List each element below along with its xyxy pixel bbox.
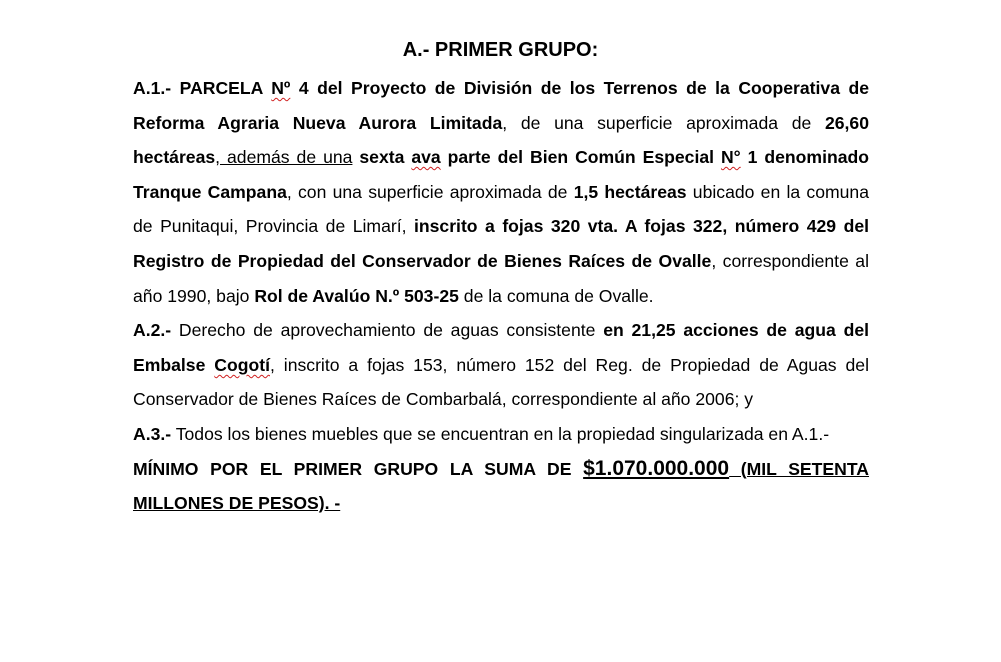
a1-bien-comun: parte del Bien Común Especial xyxy=(440,147,721,168)
paragraph-a1 xyxy=(133,71,869,313)
paragraph-a3 xyxy=(133,417,869,452)
a1-hectares: 26,60 hectáreas xyxy=(133,112,869,168)
a3-text: Todos los bienes muebles que se encuentran en la propiedad singularizada en A.1.- xyxy=(171,423,830,444)
a1-tranque: 1 denominado Tranque Campana xyxy=(133,147,869,202)
a1-surface-text-2: , con una superficie aproximada de xyxy=(286,181,574,202)
a1-sexta: sexta xyxy=(359,147,412,168)
a1-project-name: 4 del Proyecto de División de los Terrenos de la Cooperativa de Reforma Agraria Nueva Aurora Limitada xyxy=(133,78,870,133)
a1-inscription: inscrito a fojas 320 vta. A fojas 322, número 429 del Registro de Propiedad del Conservador de Bienes Raíces de Ovalle xyxy=(133,216,869,271)
a1-location: ubicado en la comuna de Punitaqui, Provincia de Limarí, xyxy=(133,181,869,237)
a1-hectares-2: 1,5 hectáreas xyxy=(573,181,687,202)
paragraph-a2 xyxy=(133,313,869,417)
a1-numero-mark-2: N° xyxy=(720,147,741,168)
a2-inscription: , inscrito a fojas 153, número 152 del Reg. de Propiedad de Aguas del Conservador de Bienes Raíces de Combarbalá, correspondiente al año 2006; y xyxy=(133,354,869,410)
a2-cogoti: Cogotí xyxy=(214,354,270,375)
paragraph-minimo xyxy=(133,452,869,521)
a1-ademas: , además de una xyxy=(215,147,353,168)
a1-rol: Rol de Avalúo N.º 503-25 xyxy=(254,285,459,306)
a2-label: A.2.- xyxy=(133,320,172,341)
a1-year: , correspondiente al año 1990, bajo xyxy=(133,250,870,306)
minimo-words: (MIL SETENTA MILLONES DE PESOS). - xyxy=(133,458,869,514)
a1-surface-text: , de una superficie aproximada de xyxy=(502,112,825,133)
a1-parcela: PARCELA xyxy=(179,78,272,98)
section-title: A.- PRIMER GRUPO: xyxy=(402,39,599,61)
a1-label: A.1.- xyxy=(133,78,172,98)
minimo-text: MÍNIMO POR EL PRIMER GRUPO LA SUMA DE xyxy=(133,458,584,479)
minimo-amount: $1.070.000.000 xyxy=(583,456,730,480)
a1-numero-mark: Nº xyxy=(271,78,291,98)
document-body xyxy=(133,71,869,521)
a1-ava: ava xyxy=(411,147,441,168)
a2-text: Derecho de aprovechamiento de aguas consistente xyxy=(171,320,604,341)
a2-acciones: en 21,25 acciones de agua del Embalse xyxy=(133,320,869,375)
a1-comuna: de la comuna de Ovalle. xyxy=(458,285,654,306)
a3-label: A.3.- xyxy=(133,423,172,444)
